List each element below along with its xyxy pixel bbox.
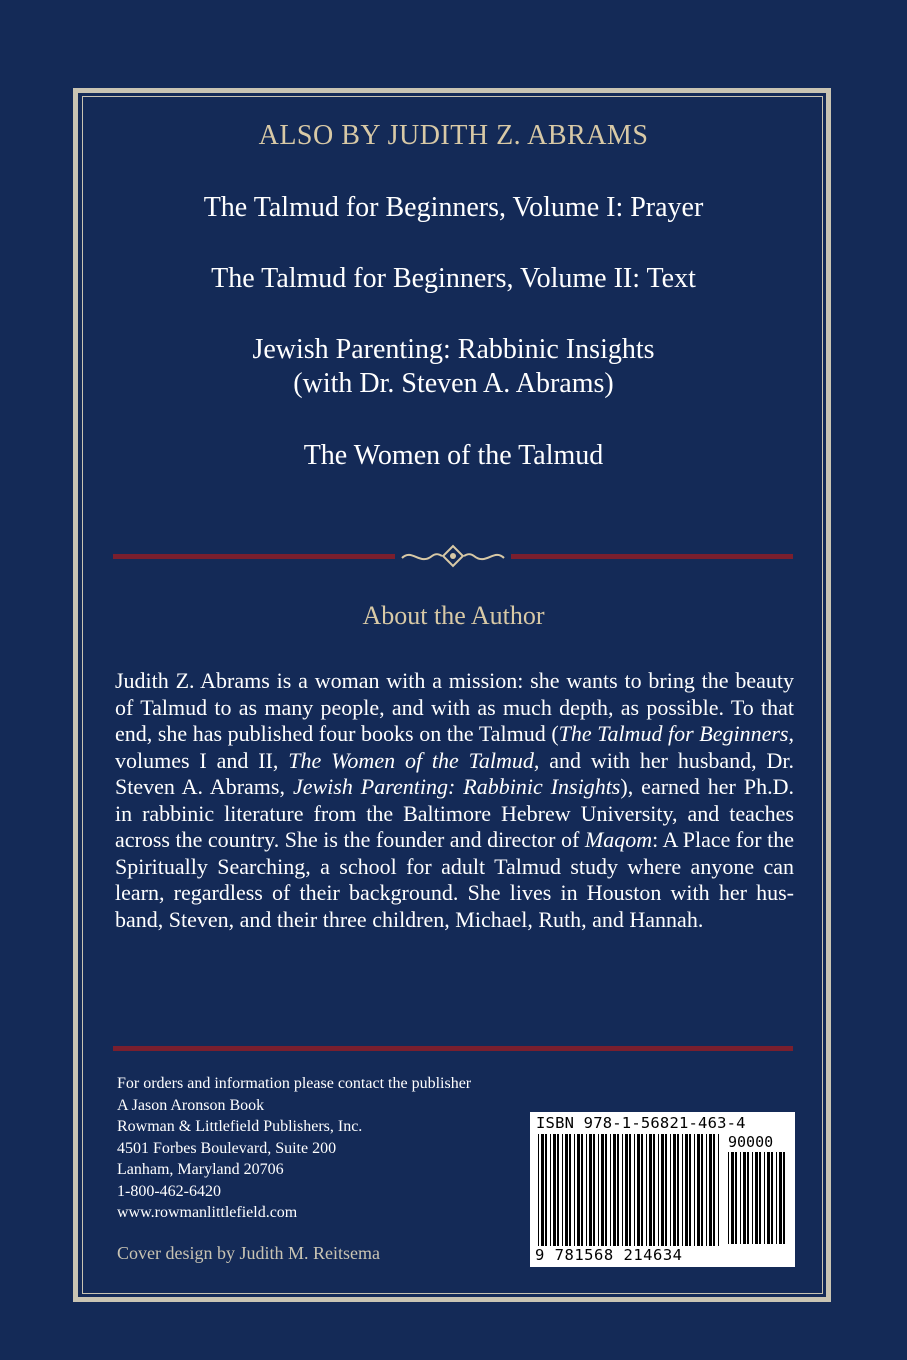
barcode-bar (610, 1134, 611, 1246)
bio-text-1: Judith Z. Abrams is a woman with a mission: she wants to bring the beauty of Talmud to as many people, and with as much depth, as possible. To that end, she has published four books on the Talmud ( (115, 668, 794, 746)
barcode-number: 9 781568 214634 (535, 1246, 683, 1264)
barcode-bar (776, 1152, 777, 1244)
barcode-bar (625, 1134, 628, 1246)
barcode-bar (743, 1152, 746, 1244)
bio-text-5: : A Place for the Spiritually Searching, a school for adult Talmud study where anyone can learn, regardless of their background. She lives in Houston with her hus-band, Steven, and their three children, Michael, Ruth, and Hannah. (115, 827, 794, 932)
barcode-bar (755, 1152, 758, 1244)
cover-design-credit: Cover design by Judith M. Reitsema (117, 1243, 380, 1263)
barcode-bar (771, 1152, 773, 1244)
barcode-bar (779, 1152, 782, 1244)
barcode-bar (694, 1134, 695, 1246)
barcode-bar (538, 1134, 539, 1246)
barcode-bar (605, 1134, 607, 1246)
barcode-bar (541, 1134, 544, 1246)
flourish-ornament-icon (398, 544, 508, 568)
barcode-bar (565, 1134, 568, 1246)
barcode-bars-icon (538, 1134, 720, 1252)
barcode-bar (752, 1152, 753, 1244)
barcode-bar (622, 1134, 623, 1246)
price-barcode-bars-icon (728, 1152, 788, 1258)
book-title-2: The Talmud for Beginners, Volume II: Text (211, 263, 696, 294)
publisher-line: 1-800-462-6420 (117, 1182, 221, 1200)
barcode-bar (617, 1134, 619, 1246)
barcode-bar (735, 1152, 737, 1244)
barcode-bar (759, 1152, 761, 1244)
barcode-bar (629, 1134, 631, 1246)
barcode-bar (569, 1134, 571, 1246)
barcode-bar (589, 1134, 592, 1246)
about-author-heading: About the Author (362, 601, 545, 630)
publisher-line: www.rowmanlittlefield.com (117, 1204, 298, 1221)
bio-text-4: ), earned her Ph.D. in rabbinic literature from the Baltimore Hebrew University, and teaches across the country. She is the founder and director of (115, 774, 794, 852)
publisher-line: A Jason Aronson Book (117, 1096, 265, 1114)
barcode-box (530, 1112, 795, 1267)
barcode-bar (562, 1134, 563, 1246)
barcode-bar (697, 1134, 700, 1246)
barcode-bar (581, 1134, 583, 1246)
barcode-bar (706, 1134, 707, 1246)
barcode-bar (601, 1134, 604, 1246)
barcode-bar (718, 1134, 719, 1246)
barcode-bar (665, 1134, 667, 1246)
book-title-3-line1: Jewish Parenting: Rabbinic Insights (252, 334, 655, 365)
barcode-bar (685, 1134, 688, 1246)
bio-text-2: , volumes I and II, (115, 721, 794, 773)
barcode-bar (557, 1134, 559, 1246)
barcode-bar (701, 1134, 703, 1246)
barcode-bar (728, 1152, 729, 1244)
bio-italic-3: Jewish Parenting: Rabbinic Insights (292, 774, 621, 799)
barcode-bar (731, 1152, 734, 1244)
barcode-bar (553, 1134, 556, 1246)
barcode-bar (709, 1134, 712, 1246)
barcode-bar (767, 1152, 770, 1244)
book-title-3-line2: (with Dr. Steven A. Abrams) (293, 368, 614, 399)
divider-left (113, 554, 395, 559)
barcode-bar (747, 1152, 749, 1244)
bio-italic-1: The Talmud for Beginners (558, 721, 789, 746)
book-title-3 (0, 333, 907, 401)
publisher-line: Lanham, Maryland 20706 (117, 1161, 284, 1178)
price-code: 90000 (728, 1133, 774, 1151)
divider-bottom (113, 1046, 793, 1051)
barcode-bar (593, 1134, 595, 1246)
barcode-bar (634, 1134, 635, 1246)
barcode-bar (740, 1152, 741, 1244)
barcode-bar (653, 1134, 655, 1246)
barcode-bar (574, 1134, 575, 1246)
author-bio (115, 668, 794, 933)
barcode-bar (646, 1134, 647, 1246)
barcode-bar (649, 1134, 652, 1246)
barcode-bar (764, 1152, 765, 1244)
divider-right (511, 554, 793, 559)
publisher-line: 4501 Forbes Boulevard, Suite 200 (117, 1139, 337, 1157)
barcode-bar (577, 1134, 580, 1246)
barcode-bar (783, 1152, 785, 1244)
isbn-label: ISBN 978-1-56821-463-4 (536, 1114, 746, 1132)
barcode-bar (658, 1134, 659, 1246)
barcode-bar (613, 1134, 616, 1246)
barcode-bar (682, 1134, 683, 1246)
barcode-bar (661, 1134, 664, 1246)
barcode-bar (545, 1134, 547, 1246)
barcode-bar (689, 1134, 691, 1246)
book-title-4: The Women of the Talmud (303, 440, 604, 471)
also-by-heading: ALSO BY JUDITH Z. ABRAMS (258, 120, 649, 151)
bio-italic-2: The Women of the Talmud (288, 747, 534, 773)
publisher-line: For orders and information please contact the publisher (117, 1075, 472, 1092)
bio-italic-4: Maqom (584, 827, 653, 852)
barcode-bar (713, 1134, 715, 1246)
book-title-1: The Talmud for Beginners, Volume I: Prayer (203, 192, 704, 223)
barcode-bar (598, 1134, 599, 1246)
barcode-bar (550, 1134, 551, 1246)
barcode-bar (673, 1134, 676, 1246)
barcode-bar (677, 1134, 679, 1246)
barcode-bar (637, 1134, 640, 1246)
publisher-line: Rowman & Littlefield Publishers, Inc. (117, 1118, 363, 1135)
barcode-bar (586, 1134, 587, 1246)
barcode-bar (670, 1134, 671, 1246)
publisher-info (117, 1073, 537, 1224)
barcode-bar (641, 1134, 643, 1246)
bio-text-3: , and with her husband, Dr. Steven A. Abrams, (115, 747, 795, 799)
